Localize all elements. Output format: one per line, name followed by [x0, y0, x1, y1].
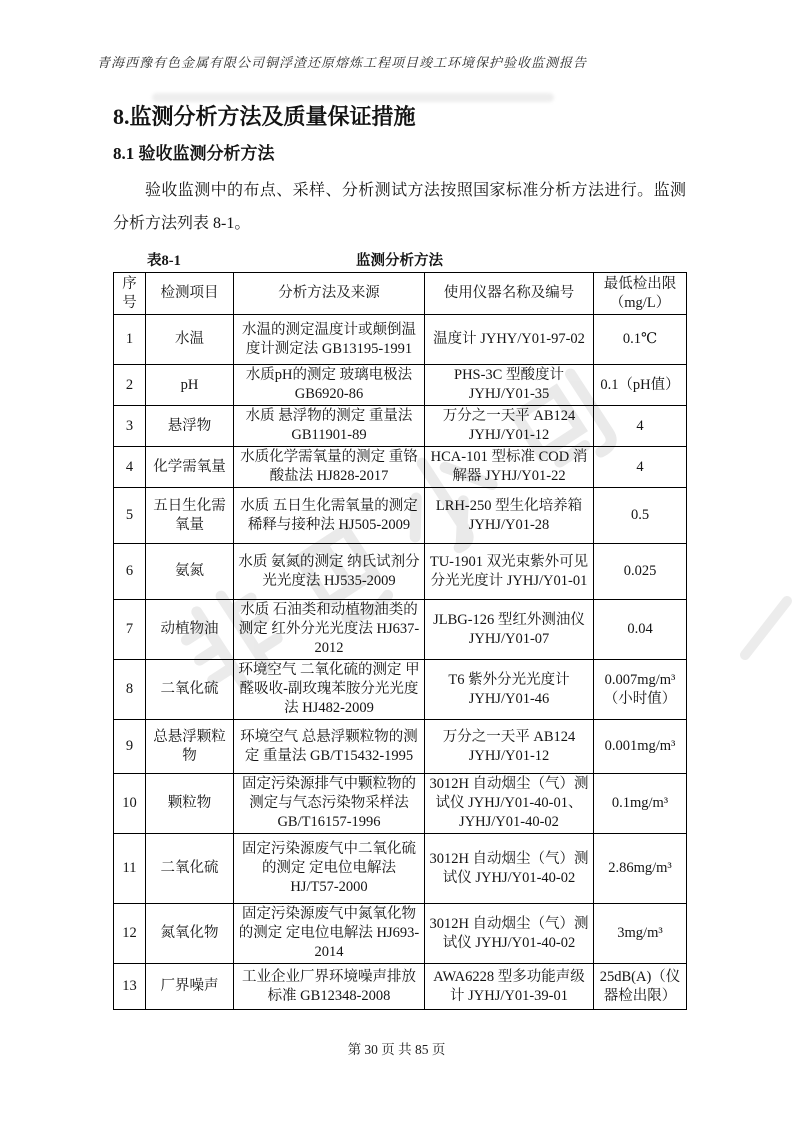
cell-limit: 0.025	[594, 544, 687, 600]
cell-instrument: JLBG-126 型红外测油仪 JYHJ/Y01-07	[425, 600, 594, 660]
table-caption	[113, 249, 686, 269]
cell-limit: 0.1（pH值）	[594, 365, 687, 406]
cell-instrument: 万分之一天平 AB124 JYHJ/Y01-12	[425, 720, 594, 774]
cell-no: 1	[114, 315, 146, 365]
table-row	[114, 447, 687, 488]
cell-instrument: 3012H 自动烟尘（气）测试仪 JYHJ/Y01-40-02	[425, 834, 594, 904]
table-row	[114, 964, 687, 1010]
cell-item: 五日生化需氧量	[146, 488, 234, 544]
col-header-limit: 最低检出限（mg/L）	[594, 273, 687, 315]
cell-limit: 25dB(A)（仪器检出限）	[594, 964, 687, 1010]
page-footer: 第 30 页 共 85 页	[347, 1042, 446, 1057]
table-row	[114, 774, 687, 834]
cell-instrument: LRH-250 型生化培养箱 JYHJ/Y01-28	[425, 488, 594, 544]
cell-method: 工业企业厂界环境噪声排放标准 GB12348-2008	[234, 964, 425, 1010]
cell-item: 二氧化硫	[146, 660, 234, 720]
cell-method: 水质 石油类和动植物油类的测定 红外分光光度法 HJ637-2012	[234, 600, 425, 660]
section-heading: 8.监测分析方法及质量保证措施	[113, 104, 416, 129]
table-row	[114, 600, 687, 660]
cell-no: 7	[114, 600, 146, 660]
cell-no: 13	[114, 964, 146, 1010]
cell-instrument: 3012H 自动烟尘（气）测试仪 JYHJ/Y01-40-02	[425, 904, 594, 964]
cell-item: pH	[146, 365, 234, 406]
cell-method: 水质 氨氮的测定 纳氏试剂分光光度法 HJ535-2009	[234, 544, 425, 600]
cell-instrument: T6 紫外分光光度计 JYHJ/Y01-46	[425, 660, 594, 720]
col-header-method: 分析方法及来源	[234, 273, 425, 315]
cell-no: 11	[114, 834, 146, 904]
col-header-item: 检测项目	[146, 273, 234, 315]
cell-item: 化学需氧量	[146, 447, 234, 488]
cell-no: 5	[114, 488, 146, 544]
cell-limit: 0.04	[594, 600, 687, 660]
cell-item: 总悬浮颗粒物	[146, 720, 234, 774]
cell-no: 2	[114, 365, 146, 406]
report-header: 青海西豫有色金属有限公司铜浮渣还原熔炼工程项目竣工环境保护验收监测报告	[97, 55, 588, 70]
cell-item: 颗粒物	[146, 774, 234, 834]
header-row	[114, 273, 687, 315]
cell-method: 环境空气 二氧化硫的测定 甲醛吸收-副玫瑰苯胺分光光度法 HJ482-2009	[234, 660, 425, 720]
cell-limit: 3mg/m³	[594, 904, 687, 964]
cell-no: 9	[114, 720, 146, 774]
cell-item: 厂界噪声	[146, 964, 234, 1010]
cell-method: 水质 五日生化需氧量的测定 稀释与接种法 HJ505-2009	[234, 488, 425, 544]
cell-method: 水质 悬浮物的测定 重量法 GB11901-89	[234, 406, 425, 447]
cell-no: 4	[114, 447, 146, 488]
subsection-heading: 8.1 验收监测分析方法	[113, 144, 275, 163]
table-row	[114, 315, 687, 365]
cell-method: 水质pH的测定 玻璃电极法 GB6920-86	[234, 365, 425, 406]
cell-method: 水温的测定温度计或颠倒温度计测定法 GB13195-1991	[234, 315, 425, 365]
cell-item: 悬浮物	[146, 406, 234, 447]
cell-item: 氮氧化物	[146, 904, 234, 964]
cell-method: 环境空气 总悬浮颗粒物的测定 重量法 GB/T15432-1995	[234, 720, 425, 774]
cell-item: 动植物油	[146, 600, 234, 660]
cell-no: 10	[114, 774, 146, 834]
cell-limit: 0.007mg/m³（小时值）	[594, 660, 687, 720]
content	[113, 0, 686, 1010]
cell-method: 固定污染源废气中二氧化硫的测定 定电位电解法 HJ/T57-2000	[234, 834, 425, 904]
cell-instrument: HCA-101 型标准 COD 消解器 JYHJ/Y01-22	[425, 447, 594, 488]
cell-limit: 4	[594, 406, 687, 447]
col-header-no: 序号	[114, 273, 146, 315]
table-header	[114, 273, 687, 315]
cell-limit: 2.86mg/m³	[594, 834, 687, 904]
cell-instrument: TU-1901 双光束紫外可见分光光度计 JYHJ/Y01-01	[425, 544, 594, 600]
col-header-instrument: 使用仪器名称及编号	[425, 273, 594, 315]
cell-no: 12	[114, 904, 146, 964]
table-row	[114, 660, 687, 720]
table-row	[114, 365, 687, 406]
cell-instrument: 万分之一天平 AB124 JYHJ/Y01-12	[425, 406, 594, 447]
cell-limit: 0.001mg/m³	[594, 720, 687, 774]
table-body	[114, 315, 687, 1010]
cell-no: 3	[114, 406, 146, 447]
cell-instrument: AWA6228 型多功能声级计 JYHJ/Y01-39-01	[425, 964, 594, 1010]
table-row	[114, 406, 687, 447]
cell-limit: 0.1℃	[594, 315, 687, 365]
cell-method: 固定污染源废气中氮氧化物的测定 定电位电解法 HJ693-2014	[234, 904, 425, 964]
cell-limit: 0.5	[594, 488, 687, 544]
table-row	[114, 488, 687, 544]
cell-instrument: PHS-3C 型酸度计 JYHJ/Y01-35	[425, 365, 594, 406]
cell-instrument: 温度计 JYHY/Y01-97-02	[425, 315, 594, 365]
cell-no: 8	[114, 660, 146, 720]
table-title: 监测分析方法	[356, 253, 443, 269]
cell-item: 氨氮	[146, 544, 234, 600]
analysis-methods-table	[113, 272, 687, 1010]
table-row	[114, 720, 687, 774]
cell-no: 6	[114, 544, 146, 600]
cell-instrument: 3012H 自动烟尘（气）测试仪 JYHJ/Y01-40-01、JYHJ/Y01-40-02	[425, 774, 594, 834]
cell-item: 水温	[146, 315, 234, 365]
cell-method: 水质化学需氧量的测定 重铬酸盐法 HJ828-2017	[234, 447, 425, 488]
table-row	[114, 834, 687, 904]
intro-paragraph: 验收监测中的布点、采样、分析测试方法按照国家标准分析方法进行。监测分析方法列表 8-1。	[113, 182, 686, 232]
table-row	[114, 904, 687, 964]
table-number: 表8-1	[147, 253, 181, 269]
cell-limit: 4	[594, 447, 687, 488]
cell-limit: 0.1mg/m³	[594, 774, 687, 834]
cell-item: 二氧化硫	[146, 834, 234, 904]
table-row	[114, 544, 687, 600]
cell-method: 固定污染源排气中颗粒物的测定与气态污染物采样法 GB/T16157-1996	[234, 774, 425, 834]
